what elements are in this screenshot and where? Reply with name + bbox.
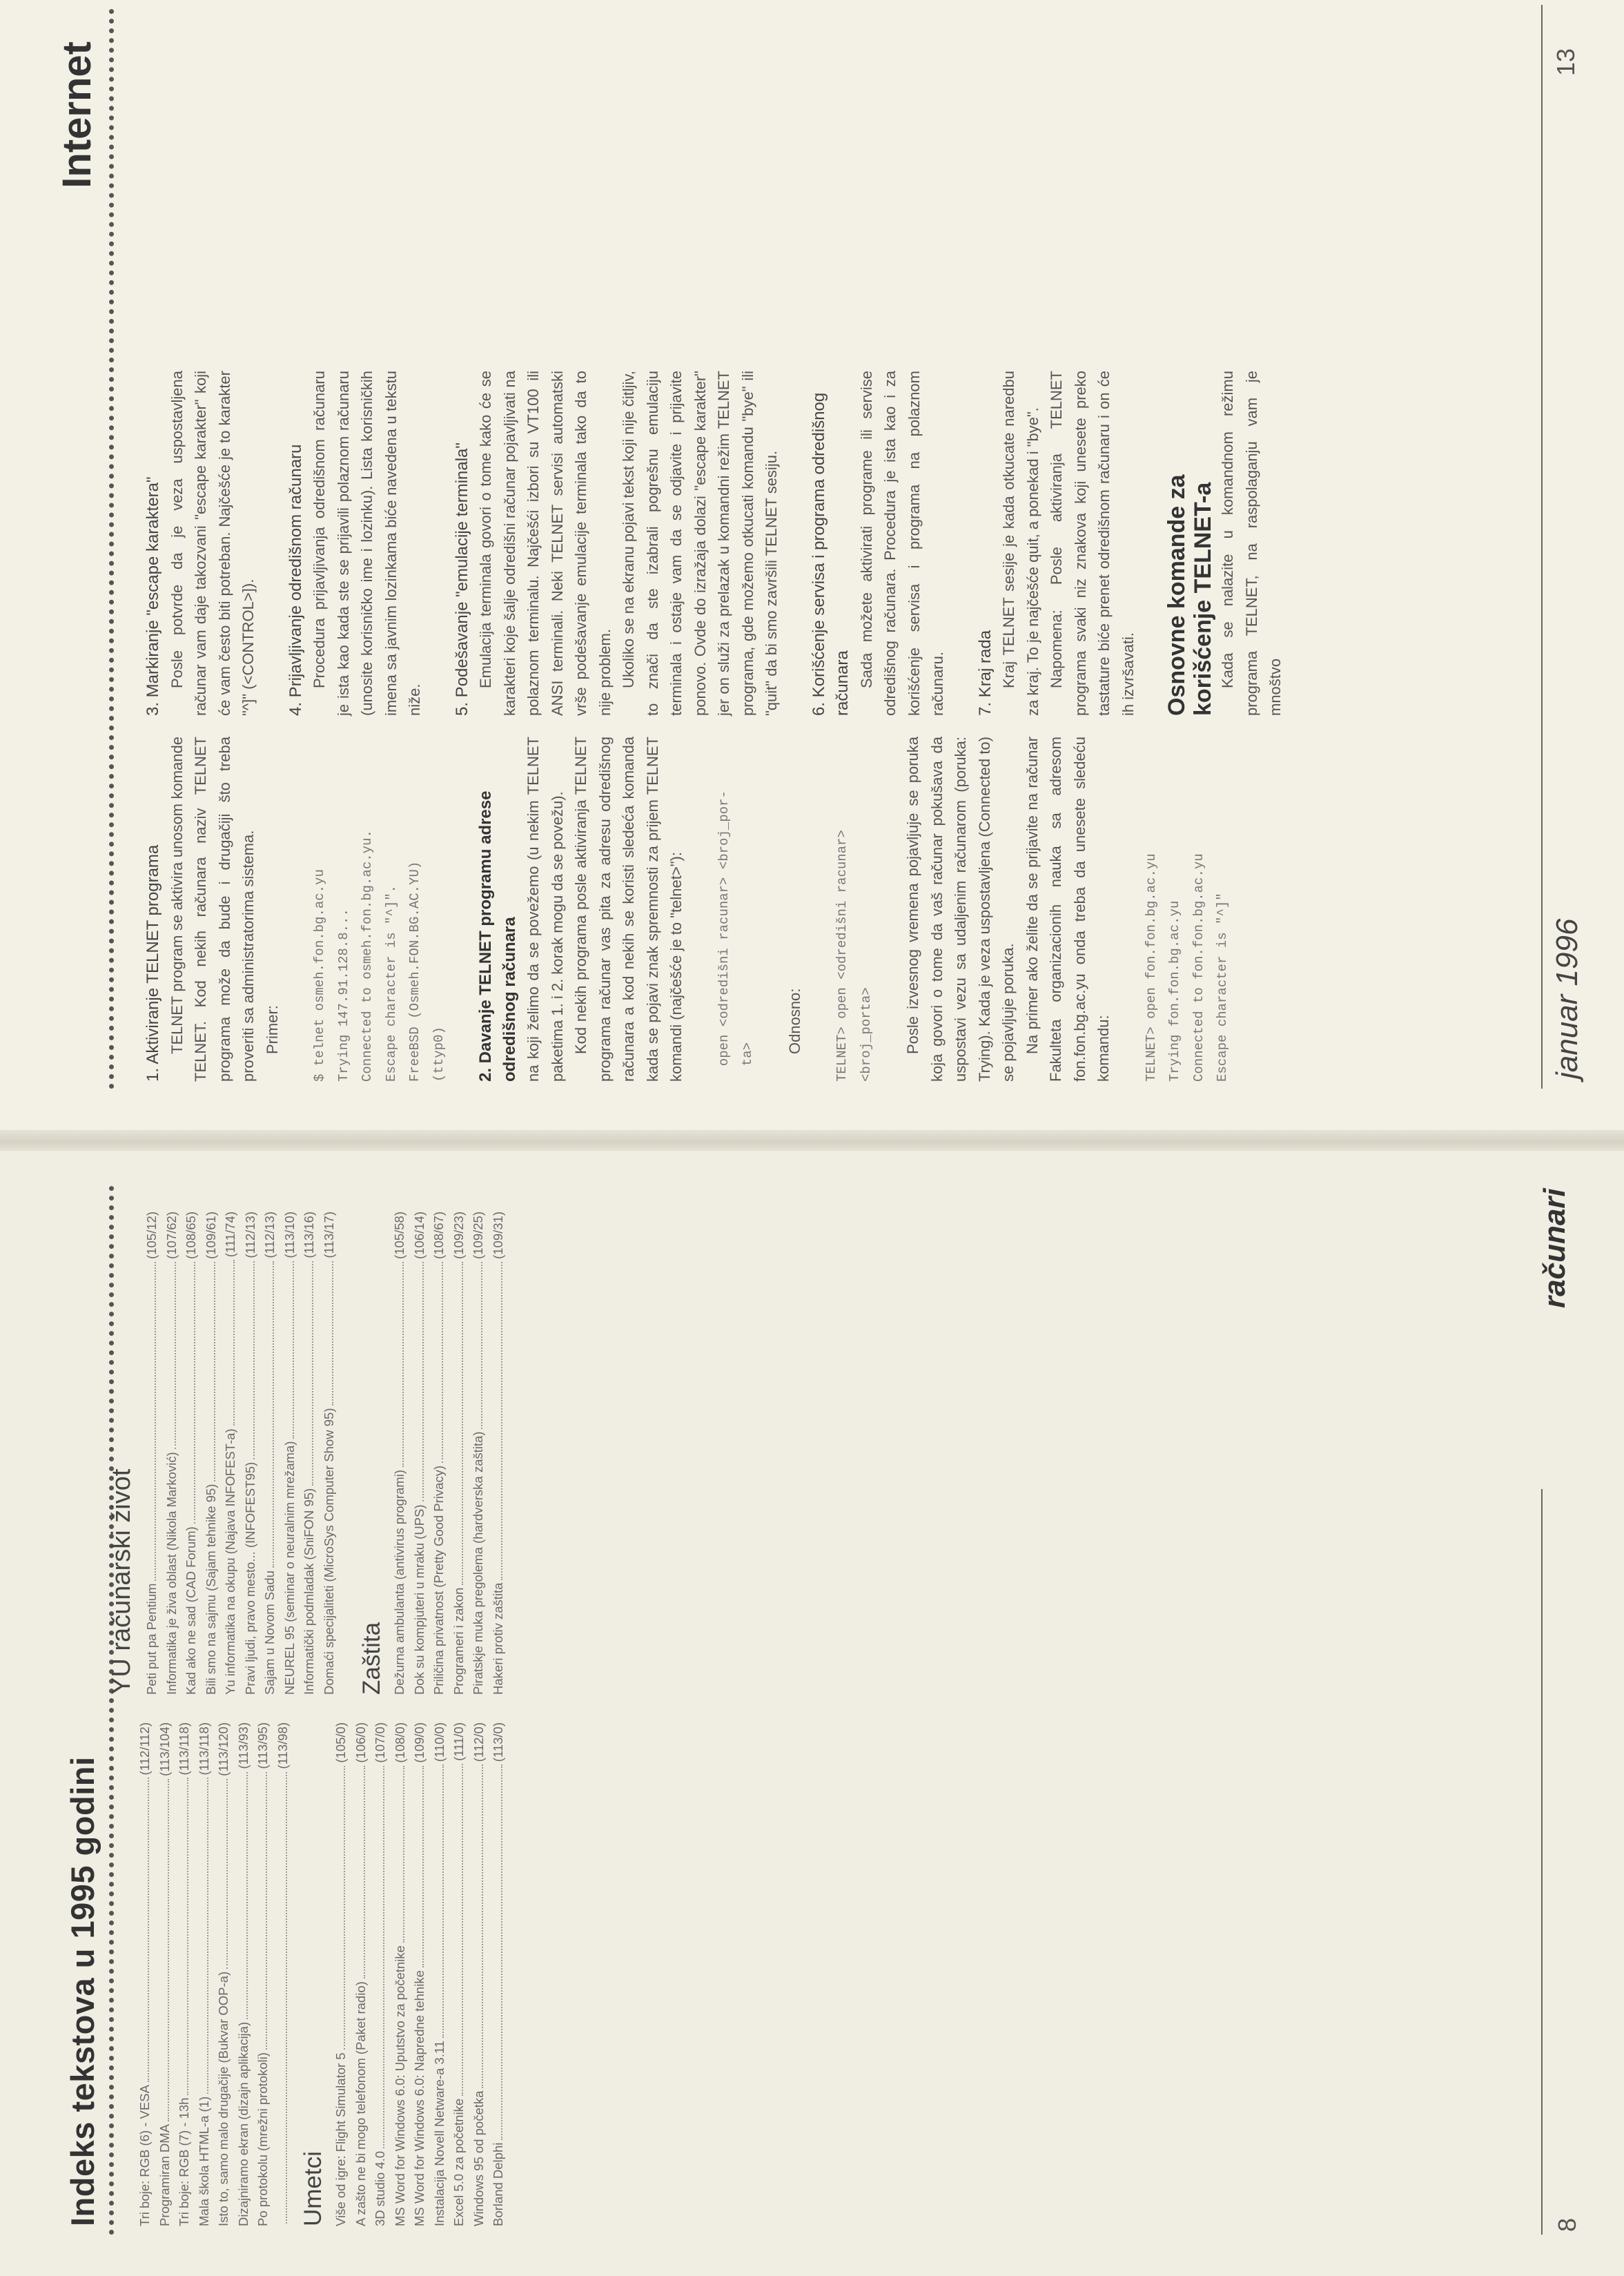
dot-leader: [434, 1764, 444, 2038]
index-entry-ref: (113/17): [321, 1212, 336, 1258]
index-entry: [351, 1722, 371, 2226]
index-entry: [241, 1212, 261, 1695]
index-entry: [142, 1212, 162, 1695]
index-entry-ref: (113/118): [196, 1722, 211, 1776]
index-entry: [331, 1722, 351, 2226]
index-entry: [221, 1212, 241, 1695]
index-entry: [214, 1722, 234, 2226]
index-entry-ref: (108/67): [431, 1212, 446, 1259]
index-entry-title: MS Word for Windows 6.0: Uputstvo za početnike: [392, 1945, 407, 2226]
index-entry-ref: (107/62): [164, 1212, 179, 1259]
code-example: TELNET> open <odredišni racunar> <broj_porta>: [834, 830, 874, 1082]
paragraph: Kada se nalazite u komandnom režimu programa TELNET, na raspolaganju vam je mnoštvo: [1219, 371, 1284, 716]
index-entry-title: Programiran DMA: [157, 2123, 172, 2226]
step-2-heading: 2. Davanje TELNET programu adrese odredišnog računara: [476, 790, 519, 1082]
index-entry: [135, 1722, 155, 2226]
index-entry-ref: (111/74): [223, 1212, 237, 1258]
index-entry-ref: (111/0): [451, 1722, 466, 1761]
index-entry-ref: (106/14): [411, 1212, 427, 1259]
dot-leader: [206, 1262, 215, 1481]
magazine-logo: računari: [1538, 1188, 1572, 1308]
index-entry: [155, 1722, 175, 2226]
index-entry: [195, 1722, 215, 2226]
index-entry: [175, 1722, 195, 2226]
dot-leader: [324, 1261, 333, 1406]
dot-leader: [245, 1261, 255, 1459]
index-entry-title: Kad ako ne sad (CAD Forum): [184, 1526, 198, 1695]
index-group-zastita: [390, 1212, 508, 1695]
dot-leader: [277, 1772, 287, 2224]
index-entry-ref: (108/65): [184, 1212, 198, 1259]
dot-leader: [414, 1262, 424, 1502]
code-example: TELNET> open fon.fon.bg.ac.yu Trying fon.fon.bg.ac.yu Connected to fon.fon.bg.ac.yu Escape character is "^]": [1143, 853, 1230, 1082]
page-fold: [0, 1130, 1624, 1151]
index-entry-title: Peti put pa Pentium: [144, 1583, 159, 1695]
code-example: $ telnet osmeh.fon.bg.ac.yu Trying 147.91.128.8... Connected to osmeh.fon.bg.ac.yu. Escape character is "^]". FreeBSD (Osmeh.FON.BG.AC.YU) (ttyp0): [312, 830, 447, 1082]
index-entry: [234, 1722, 254, 2226]
index-entry-ref: (107/0): [373, 1722, 387, 1763]
index-entry-title: Informatički podmladak (SniFON 95): [302, 1488, 316, 1695]
dot-leader: [218, 1779, 228, 1969]
index-entry-ref: (110/0): [431, 1722, 447, 1762]
index-entry-title: Isto to, samo malo drugačije (Bukvar OOP-a): [216, 1971, 231, 2226]
index-entry: [162, 1212, 182, 1695]
step-7-heading: 7. Kraj rada: [975, 630, 995, 716]
footer-rule: [1541, 5, 1543, 1089]
index-entry: [430, 1722, 450, 2226]
index-entry: [371, 1722, 391, 2226]
step-6-heading: 6. Korišćenje servisa i programa odredišnog računara: [809, 392, 852, 716]
dot-leader: [453, 1764, 463, 2096]
step-4-heading: 4. Prijavljivanje odredišnom računaru: [286, 444, 305, 716]
index-group-umetci: [331, 1722, 509, 2226]
index-entry-title: Mala škola HTML-a (1): [196, 2096, 211, 2226]
page-number: 13: [1552, 48, 1580, 77]
article-column-2: [141, 371, 1288, 716]
index-entry-ref: (113/0): [491, 1722, 505, 1762]
index-entry: [320, 1212, 340, 1695]
index-entry: [390, 1212, 410, 1695]
index-entry-title: Windows 95 od početka: [471, 2090, 486, 2226]
paragraph: Primer:: [263, 1005, 281, 1054]
index-entry: [410, 1212, 430, 1695]
right-page: [0, 0, 1624, 1130]
umetci-heading: Umetci: [300, 2151, 326, 2226]
index-entry-title: Instalacija Novell Netware-a 3.11: [431, 2040, 447, 2226]
paragraph: Emulacija terminala govori o tome kako će se karakteri koje šalje odredišni računar pojavljivati na polaznom terminalu. Najčešći izbori su VT100 ili ANSI terminali. Neki TELNET servisi automatski vrše podešavanje emulacije terminala tako da to nije problem.: [477, 371, 614, 716]
index-entry: [253, 1722, 273, 2226]
index-entry: [449, 1212, 469, 1695]
paragraph: Napomena: Posle aktiviranja TELNET programa svaki niz znakova koji unesete preko tastature biće prenet odredišnom računaru i on će ih izvršavati.: [1048, 371, 1137, 716]
index-entry: [429, 1212, 449, 1695]
index-entry-title: Excel 5.0 za početnike: [451, 2098, 466, 2226]
index-entry: [273, 1722, 293, 2226]
index-entry: [410, 1722, 430, 2226]
paragraph: Posle potvrde da je veza uspostavljena računar vam daje takozvani "escape karakter" koji će vam često biti potreban. Najčešće je to karakter "^]" (<CONTROL>]).: [168, 371, 257, 716]
index-entry-title: Dizajniramo ekran (dizajn aplikacija): [235, 2021, 251, 2226]
dot-leader: [257, 1772, 267, 2050]
index-entry-title: Informatika je živa oblast (Nikola Marković): [164, 1452, 179, 1695]
index-entry-title: Priličina privatnost (Pretty Good Privacy): [431, 1465, 446, 1695]
dot-leader: [146, 1262, 156, 1581]
index-entry-ref: (109/61): [203, 1212, 218, 1259]
dot-leader: [414, 1766, 424, 1968]
step-5-heading: 5. Podešavanje "emulacije terminala": [452, 442, 471, 716]
index-entry-title: MS Word for Windows 6.0: Napredne tehnike: [412, 1970, 427, 2226]
paragraph: Kod nekih programa posle aktiviranja TELNET programa računar vas pita za adresu odredišnog računara a kod nekih se koristi sledeća komanda kada se pojavi znak spremnosti za prijem TELNET komandi (najčešće je to "telnet>"):: [572, 737, 685, 1082]
index-entry: [469, 1722, 489, 2226]
dot-leader: [453, 1262, 463, 1585]
dot-leader: [225, 1260, 235, 1426]
index-entry: [489, 1722, 509, 2226]
step-1-heading: 1. Aktiviranje TELNET programa: [144, 844, 162, 1082]
index-entry-ref: (109/25): [471, 1212, 485, 1259]
index-entry-title: Yu informatika na okupu (Najava INFOFEST-a): [223, 1428, 237, 1695]
index-entry-title: Sajam u Novom Sadu: [262, 1570, 277, 1695]
index-entry-ref: (105/0): [333, 1722, 348, 1763]
paragraph: Sada možete aktivirati programe ili servise odredišnog računara. Procedura je ista kao i za korišćenje servisa i programa na polaznom računaru.: [857, 371, 946, 716]
index-entry-title: Tri boje: RGB (7) - 13h: [177, 2097, 191, 2226]
index-entry: [182, 1212, 202, 1695]
index-entry: [449, 1722, 469, 2226]
index-group-1: [135, 1722, 293, 2226]
dot-leader: [394, 1262, 404, 1467]
section-dotted-rule: [109, 8, 114, 1089]
footer-rule: [1541, 1489, 1543, 2235]
paragraph: TELNET program se aktivira unosom komande TELNET. Kod nekih računara naziv TELNET programa može da bude i drugačiji što treba proveriti sa administratorima sistema.: [168, 737, 257, 1082]
article-column-1: [141, 737, 1235, 1082]
dot-leader: [493, 1764, 502, 2139]
dot-leader: [264, 1261, 274, 1568]
code-example: open <odredišni racunar> <broj_por- ta>: [716, 790, 755, 1067]
index-entry-ref: (112/112): [137, 1722, 152, 1776]
index-entry-title: Piratskje muka pregolema (hardverska zaštita): [471, 1431, 485, 1695]
index-entry-ref: (113/95): [255, 1722, 270, 1769]
index-entry-title: Pravi ljudi, pravo mesto... (INFOFEST95): [242, 1461, 257, 1695]
index-entry-title: A zašto ne bi mogo telefonom (Paket radio): [353, 1981, 368, 2226]
index-entry-ref: (113/98): [275, 1722, 290, 1769]
dot-leader: [493, 1262, 502, 1580]
index-entry-ref: (112/13): [242, 1212, 257, 1258]
index-entry-title: Dežurna ambulanta (antivirus programi): [392, 1470, 407, 1695]
index-title: Indeks tekstova u 1995 godini: [64, 1756, 101, 2226]
index-entry-ref: (106/0): [353, 1722, 368, 1763]
index-entry-ref: (113/118): [177, 1722, 191, 1776]
dot-leader: [186, 1262, 195, 1524]
index-entry-ref: (113/104): [157, 1722, 172, 1776]
index-entry-title: Tri boje: RGB (6) - VESA: [137, 2085, 152, 2226]
dot-leader: [304, 1261, 313, 1486]
index-entry-ref: (112/0): [471, 1722, 486, 1762]
paragraph: Odnosno:: [785, 988, 803, 1054]
dot-leader: [159, 1779, 169, 2121]
dot-leader: [199, 1778, 208, 2093]
index-entry: [469, 1212, 489, 1695]
dot-leader: [166, 1262, 176, 1449]
dot-leader: [395, 1766, 404, 1943]
subsection-heading: Osnovne komande za korišćenje TELNET-a: [1164, 474, 1216, 716]
index-entry-ref: (113/93): [235, 1722, 251, 1769]
dot-leader: [335, 1766, 345, 2050]
index-entry-title: NEUREL 95 (seminar o neuralnim mrežama): [282, 1441, 297, 1695]
paragraph: na koji želimo da se povežemo (u nekim TELNET paketima 1. i 2. korak mogu da se povežu).: [525, 737, 566, 1082]
index-entry-ref: (112/13): [262, 1212, 277, 1258]
index-entry-ref: (109/31): [490, 1212, 505, 1259]
section-title: Internet: [55, 41, 99, 188]
index-entry-title: Programeri i zakon: [451, 1587, 466, 1695]
index-entry: [202, 1212, 222, 1695]
zastita-heading: Zaštita: [358, 1622, 385, 1695]
dot-leader: [238, 1772, 248, 2019]
index-entry-ref: (108/0): [392, 1722, 407, 1763]
index-entry-ref: (113/16): [302, 1212, 316, 1258]
index-entry-ref: (113/10): [282, 1212, 297, 1258]
index-entry-ref: (105/58): [392, 1212, 407, 1259]
index-entry-ref: (109/0): [412, 1722, 427, 1763]
index-column-right: [107, 1212, 508, 1695]
index-entry-title: Domaći specijaliteti (MicroSys Computer Show 95): [321, 1408, 336, 1695]
dot-leader: [375, 1766, 384, 2148]
dot-leader: [179, 1778, 188, 2094]
index-entry-ref: (113/120): [216, 1722, 231, 1776]
index-entry: [280, 1212, 300, 1695]
index-entry-title: Hakeri protiv zaštita: [490, 1582, 505, 1695]
index-entry-title: 3D studio 4.0: [373, 2150, 387, 2226]
index-entry: [391, 1722, 411, 2226]
index-entry: [300, 1212, 320, 1695]
step-3-heading: 3. Markiranje "escape karaktera": [144, 476, 162, 716]
index-entry-title: Dok su kompjuteri u mraku (UPS): [411, 1504, 427, 1695]
dot-leader: [473, 1764, 483, 2088]
dot-leader: [139, 1778, 149, 2082]
page-number: 8: [1553, 2217, 1581, 2232]
dot-leader: [355, 1766, 365, 1979]
index-entry-title: Borland Delphi: [491, 2142, 505, 2226]
index-entry: [489, 1212, 509, 1695]
paragraph: Kraj TELNET sesije je kada otkucate naredbu za kraj. To je najčešće quit, a ponekad i "bye".: [1000, 371, 1041, 716]
index-entry-ref: (105/12): [144, 1212, 159, 1259]
index-entry-title: Bili smo na sajmu (Sajam tehnike 95): [203, 1484, 218, 1695]
paragraph: Posle izvesnog vremena pojavljuje se poruka koja govori o tome da vaš računar pokušava da uspostavi vezu sa udaljenim računarom (poruka: Trying). Kada je veza uspostavljena (Connected to) se pojavljuje poruka.: [904, 737, 1017, 1082]
index-entry-title: Po protokolu (mrežni protokoli): [255, 2052, 270, 2226]
index-group-yu: [142, 1212, 339, 1695]
index-entry-ref: (109/23): [451, 1212, 466, 1259]
yu-heading: YU računarski život: [107, 1468, 136, 1695]
paragraph: Na primer ako želite da se prijavite na računar Fakulteta organizacionih nauka sa adresom fon.fon.bg.ac.yu onda treba da unesete sledeću komandu:: [1023, 737, 1112, 1082]
dot-leader: [284, 1261, 294, 1439]
dot-leader: [473, 1262, 482, 1429]
paragraph: Ukoliko se na ekranu pojavi tekst koji nije čitljiv, to znači da ste izabrali pogrešnu emulaciju terminala i ostaje vam da se odjavite i prijavite ponovo. Ovde do izražaja dolazi "escape karakter" jer on služi za prelazak u komandni režim TELNET programa, gde možemo otkucati komandu "bye" ili "quit" da bi smo završili TELNET sesiju.: [620, 371, 780, 716]
index-entry-title: Više od igre: Flight Simulator 5: [333, 2052, 348, 2226]
left-page: [0, 1151, 1624, 2276]
index-column-left: [135, 1722, 509, 2226]
index-entry: [260, 1212, 280, 1695]
issue-date: januar 1996: [1550, 918, 1584, 1079]
paragraph: Procedura prijavljivanja odredišnom računaru je ista kao kada ste se prijavili polaznom računaru (unosite korisničko ime i lozinku). Lista korisničkih imena sa javnim lozinkama biće navedena u tekstu niže.: [311, 371, 423, 716]
dot-leader: [433, 1262, 443, 1463]
